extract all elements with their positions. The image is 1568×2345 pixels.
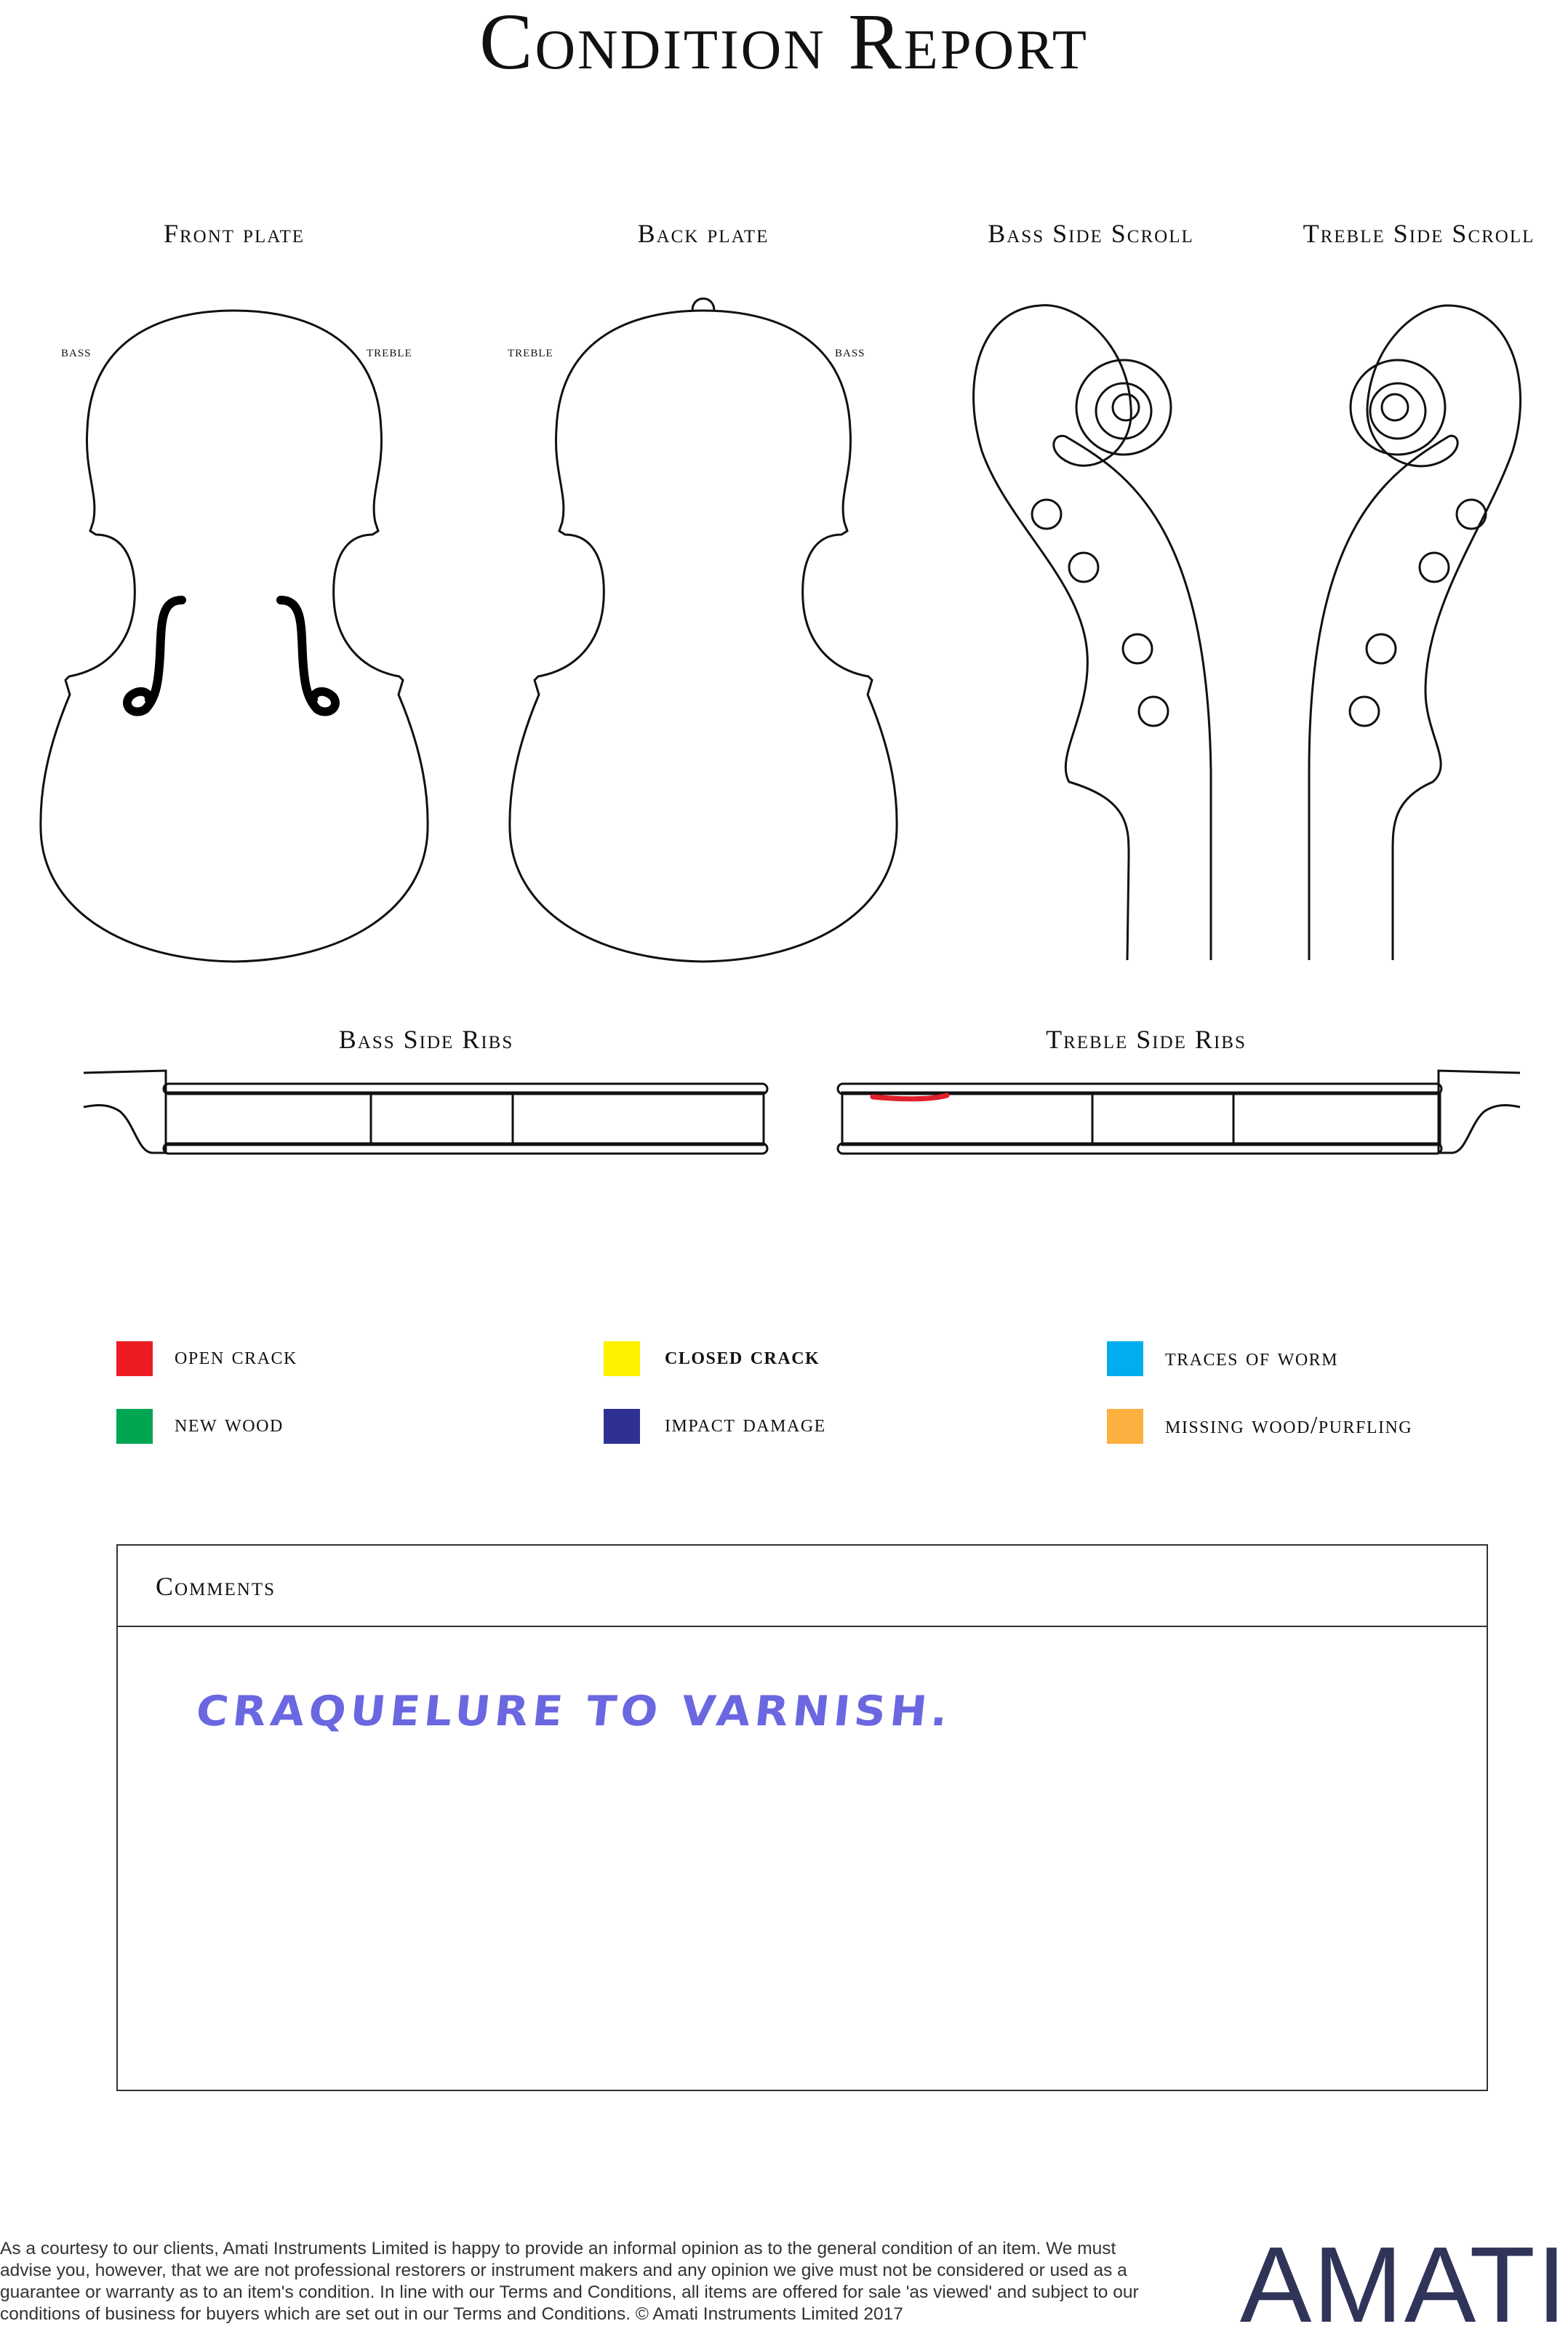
legend-swatch-traces-of-worm: [1107, 1341, 1143, 1376]
legend-swatch-impact-damage: [604, 1409, 640, 1444]
front-plate-outline: [41, 311, 428, 962]
treble-side-scroll-drawing: [1309, 305, 1521, 960]
front-plate-label: Front plate: [163, 219, 305, 248]
back-button: [692, 299, 714, 311]
legend-swatch-missing-wood: [1107, 1409, 1143, 1444]
handwritten-comment: CRAQUELURE TO VARNISH.: [193, 1687, 955, 1736]
legend-label-impact-damage: impact damage: [665, 1410, 826, 1437]
treble-side-scroll-label: Treble Side Scroll: [1303, 219, 1535, 248]
bass-side-ribs-label: Bass Side Ribs: [338, 1025, 514, 1054]
legend-swatch-closed-crack: [604, 1341, 640, 1376]
front-bass-side-label: bass: [61, 342, 92, 360]
legend-label-missing-wood: missing wood/purfling: [1165, 1412, 1413, 1439]
disclaimer-text: As a courtesy to our clients, Amati Instruments Limited is happy to provide an informal opinion as to the general condition of an item. We must advise you, however, that we are not professional restorers or instrument makers and any opinion we give must not be considered or used as a guarantee or warranty as to an item's condition. In line with our Terms and Conditions, all items are offered for sale 'as viewed' and subject to our conditions of business for buyers which are set out in our Terms and Conditions. © Amati Instruments Limited 2017: [0, 2239, 1139, 2324]
open-crack-mark: [873, 1095, 947, 1099]
comments-box[interactable]: [116, 1544, 1488, 2091]
bass-side-ribs-drawing: [84, 1071, 767, 1154]
bass-f-hole: [127, 600, 182, 712]
bass-side-scroll-drawing: [974, 305, 1211, 960]
legend-label-closed-crack: closed crack: [665, 1343, 820, 1370]
legend-label-traces-of-worm: traces of worm: [1165, 1344, 1339, 1371]
comments-heading: Comments: [118, 1546, 1487, 1627]
back-treble-side-label: treble: [508, 342, 553, 360]
back-bass-side-label: bass: [835, 342, 865, 360]
treble-side-ribs-label: Treble Side Ribs: [1046, 1025, 1247, 1054]
brand-logo: AMATI: [1239, 2225, 1568, 2345]
legend-label-new-wood: new wood: [175, 1410, 284, 1437]
page-title: Condition Report: [479, 0, 1089, 86]
legend-swatch-new-wood: [116, 1409, 153, 1444]
bass-side-scroll-label: Bass Side Scroll: [988, 219, 1194, 248]
legend-label-open-crack: open crack: [175, 1343, 297, 1370]
back-plate-label: Back plate: [637, 219, 769, 248]
treble-side-ribs-drawing: [838, 1071, 1520, 1154]
front-treble-side-label: treble: [367, 342, 412, 360]
treble-f-hole: [281, 600, 335, 712]
back-plate-outline: [510, 299, 897, 962]
legend-swatch-open-crack: [116, 1341, 153, 1376]
